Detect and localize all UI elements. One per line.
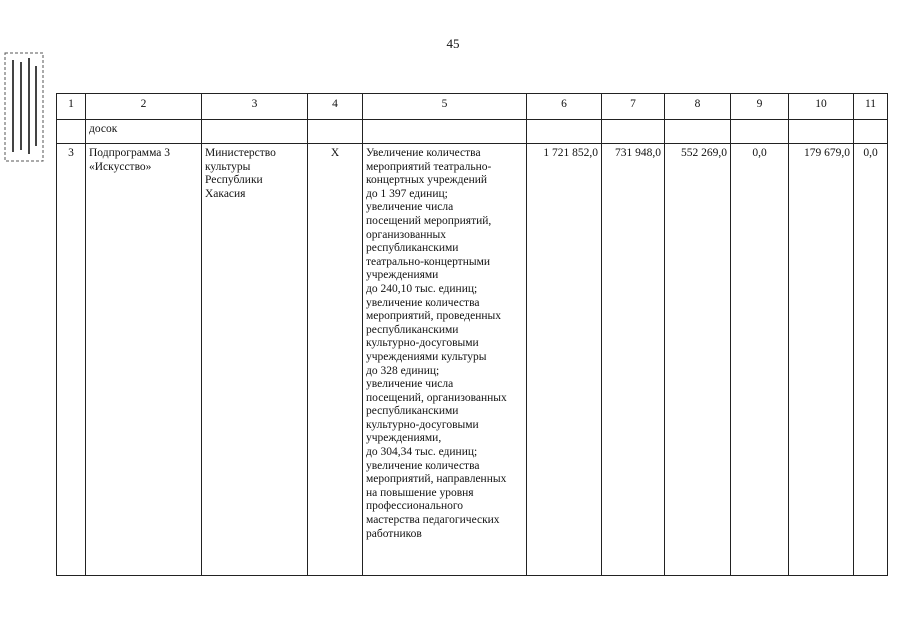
table-cell (527, 120, 602, 144)
table-cell (789, 120, 854, 144)
targets-description: Увеличение количества мероприятий театрально- концертных учреждений до 1 397 единиц; увеличение числа посещений мероприятий, организованных республиканскими театрально-концертными учреждениями до 240,10 тыс. единиц; увеличение количества мероприятий, проведенных республиканскими культурно-досуговыми учреждениями культуры до 328 единиц; увеличение числа посещений, организованных республиканскими культурно-досуговыми учреждениями, до 304,34 тыс. единиц; увеличение количества мероприятий, направленных на повышение уровня профессионального мастерства педагогических работников (363, 144, 527, 576)
table-row (57, 144, 888, 576)
table-cell (665, 120, 731, 144)
amount-total: 1 721 852,0 (527, 144, 602, 576)
ministry-stamp (4, 52, 44, 162)
table-cell (57, 120, 86, 144)
amount-column-7: 731 948,0 (602, 144, 665, 576)
subprogram-name: Подпрограмма 3 «Искусство» (86, 144, 202, 576)
header-cell: 7 (602, 94, 665, 120)
header-cell: 6 (527, 94, 602, 120)
continuation-row (57, 120, 888, 144)
header-cell: 11 (854, 94, 888, 120)
row-number: 3 (57, 144, 86, 576)
column-4-value: Х (308, 144, 363, 576)
amount-column-10: 179 679,0 (789, 144, 854, 576)
table-cell (363, 120, 527, 144)
amount-column-11: 0,0 (854, 144, 888, 576)
header-cell: 1 (57, 94, 86, 120)
header-cell: 3 (202, 94, 308, 120)
table-cell (308, 120, 363, 144)
column-number-row (57, 94, 888, 120)
header-cell: 9 (731, 94, 789, 120)
table-cell: досок (86, 120, 202, 144)
header-cell: 4 (308, 94, 363, 120)
page-number: 45 (446, 36, 460, 51)
header-cell: 2 (86, 94, 202, 120)
executor-name: Министерство культуры Республики Хакасия (202, 144, 308, 576)
table-cell (602, 120, 665, 144)
program-table (56, 93, 888, 576)
table-cell (731, 120, 789, 144)
table-cell (202, 120, 308, 144)
amount-column-9: 0,0 (731, 144, 789, 576)
header-cell: 8 (665, 94, 731, 120)
amount-column-8: 552 269,0 (665, 144, 731, 576)
header-cell: 10 (789, 94, 854, 120)
table-cell (854, 120, 888, 144)
header-cell: 5 (363, 94, 527, 120)
